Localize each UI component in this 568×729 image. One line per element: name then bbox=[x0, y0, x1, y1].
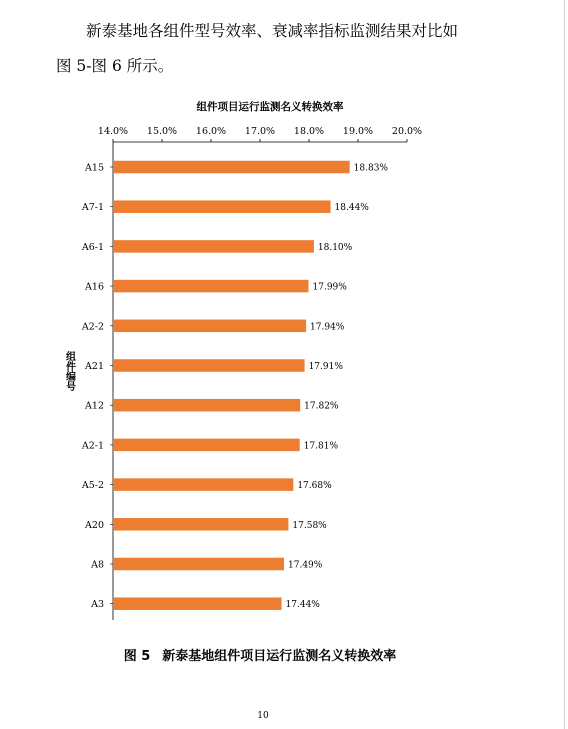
x-tick-label: 19.0% bbox=[342, 126, 374, 137]
y-tick-label: A7-1 bbox=[81, 202, 104, 214]
intro-line-1: 新泰基地各组件型号效率、衰减率指标监测结果对比如 bbox=[86, 22, 459, 40]
bar bbox=[113, 439, 300, 452]
bar bbox=[113, 200, 331, 213]
data-label: 17.68% bbox=[297, 481, 332, 492]
figure-number: 图 5 bbox=[123, 649, 151, 664]
intro-paragraph bbox=[56, 14, 526, 84]
bar bbox=[113, 161, 350, 174]
bar bbox=[113, 399, 300, 412]
bar bbox=[113, 518, 288, 531]
bar bbox=[113, 320, 306, 333]
bar bbox=[113, 359, 305, 372]
x-tick-label: 18.0% bbox=[293, 126, 325, 137]
y-tick-label: A8 bbox=[91, 559, 104, 571]
data-label: 17.99% bbox=[312, 282, 347, 293]
y-axis-title-char: 编 bbox=[66, 372, 76, 383]
y-tick-label: A12 bbox=[85, 400, 104, 412]
data-label: 17.82% bbox=[304, 401, 339, 412]
y-axis-title-char: 件 bbox=[66, 362, 76, 373]
x-tick-label: 17.0% bbox=[244, 126, 276, 137]
y-tick-label: A2-2 bbox=[81, 321, 104, 333]
chart-title: 组件项目运行监测名义转换效率 bbox=[196, 101, 344, 113]
page-number: 10 bbox=[257, 711, 269, 721]
data-label: 17.91% bbox=[308, 362, 343, 372]
x-axis bbox=[98, 126, 422, 142]
y-tick-label: A2-1 bbox=[81, 440, 104, 452]
y-tick-label: A20 bbox=[85, 519, 104, 531]
bar-labels bbox=[286, 164, 389, 611]
x-tick-label: 15.0% bbox=[146, 126, 178, 137]
bar bbox=[113, 240, 314, 253]
figure-caption-text: 新泰基地组件项目运行监测名义转换效率 bbox=[162, 649, 397, 664]
bar bbox=[113, 558, 284, 571]
bar bbox=[113, 280, 309, 293]
y-tick-label: A3 bbox=[91, 599, 104, 611]
y-tick-label: A15 bbox=[85, 162, 104, 174]
y-axis-title-char: 号 bbox=[66, 382, 76, 393]
data-label: 18.83% bbox=[353, 163, 388, 174]
data-label: 17.44% bbox=[285, 600, 320, 611]
figure-caption bbox=[0, 645, 520, 664]
y-tick-label: A5-2 bbox=[81, 480, 104, 492]
bar bbox=[113, 478, 293, 491]
bar bbox=[113, 597, 282, 610]
data-label: 17.49% bbox=[288, 560, 323, 571]
bar-chart bbox=[0, 95, 568, 625]
intro-line-2: 图 5-图 6 所示。 bbox=[56, 57, 174, 75]
x-tick-label: 20.0% bbox=[391, 126, 423, 137]
data-label: 18.44% bbox=[334, 203, 369, 214]
y-axis-title bbox=[65, 350, 76, 393]
x-tick-label: 14.0% bbox=[97, 126, 129, 137]
y-tick-label: A21 bbox=[85, 361, 104, 372]
y-axis bbox=[81, 142, 113, 620]
bars bbox=[113, 161, 350, 610]
data-label: 17.58% bbox=[292, 520, 327, 531]
x-tick-label: 16.0% bbox=[195, 126, 227, 137]
data-label: 18.10% bbox=[317, 242, 353, 253]
data-label: 17.94% bbox=[310, 322, 345, 333]
data-label: 17.81% bbox=[303, 441, 339, 452]
y-tick-label: A6-1 bbox=[81, 241, 104, 253]
y-axis-title-char: 组 bbox=[66, 352, 76, 363]
y-tick-label: A16 bbox=[85, 281, 104, 293]
